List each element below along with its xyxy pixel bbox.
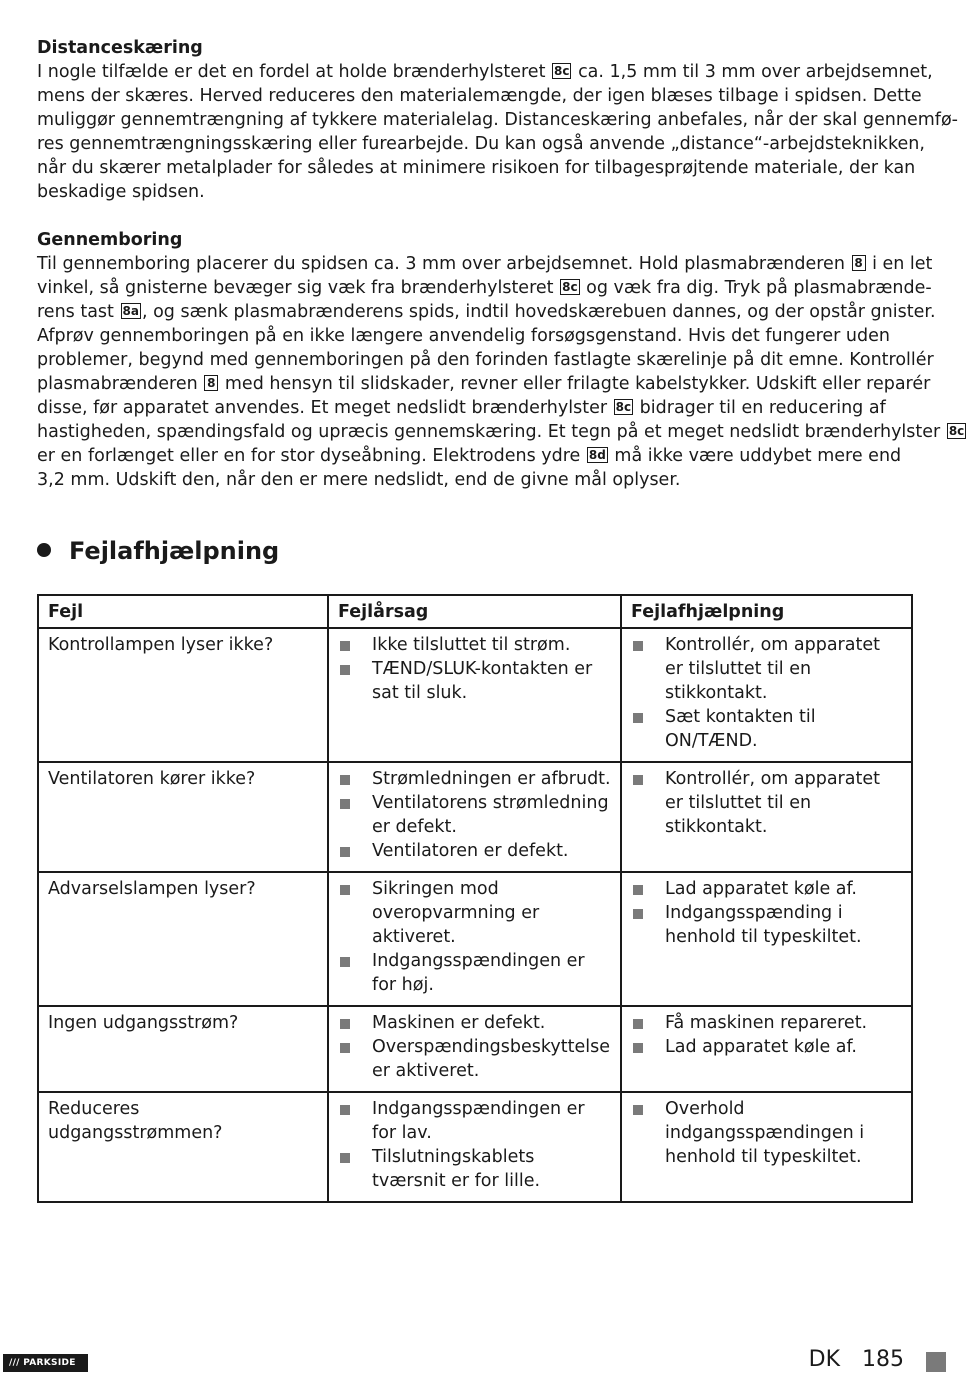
text: rens tast [37, 302, 114, 322]
list-item: Ventilatorens strømledning er defekt. [338, 791, 611, 839]
fault-cell: Advarselslampen lyser? [38, 872, 328, 1006]
list-item: Lad apparatet køle af. [631, 877, 902, 901]
text: mens der skæres. Herved reduceres den materialemængde, der igen blæses tilbage i spidsen. Dette [37, 86, 922, 106]
text: Afprøv gennemboringen på en ikke længere anvendelig forsøgsgenstand. Hvis det fungerer uden [37, 326, 890, 346]
list-item: Overspændingsbeskyttelse er aktiveret. [338, 1035, 611, 1083]
language-code: DK [808, 1347, 840, 1372]
table-row [38, 762, 912, 872]
table-row [38, 1092, 912, 1202]
text: når du skærer metalplader for således at minimere risikoen for tilbagesprøjtende materiale, der kan [37, 158, 916, 178]
fault-cell: Ingen udgangsstrøm? [38, 1006, 328, 1092]
text: bidrager til en reducering af [639, 398, 886, 418]
part-ref-8a: 8a [122, 304, 139, 318]
cause-cell [328, 1006, 621, 1092]
table-row [38, 628, 912, 762]
table-header-row [38, 595, 912, 628]
part-ref-8c: 8c [948, 424, 965, 438]
part-ref-8c: 8c [554, 64, 570, 78]
list-item: Indgangsspændingen er for høj. [338, 949, 611, 997]
text: I nogle tilfælde er det en fordel at holde brænderhylsteret [37, 62, 546, 82]
list-item: Indgangsspænding i henhold til typeskiltet. [631, 901, 902, 949]
list-item: Overhold indgangsspændingen i henhold til typeskiltet. [631, 1097, 902, 1169]
part-ref-8c: 8c [562, 280, 578, 294]
part-ref-8d: 8d [588, 448, 606, 462]
troubleshooting-heading [37, 536, 279, 566]
text: disse, før apparatet anvendes. Et meget nedslidt brænderhylster [37, 398, 608, 418]
paragraph-distance [37, 60, 958, 204]
heading-text: Fejlafhjælpning [69, 537, 280, 565]
fault-cell: Reduceres udgangsstrømmen? [38, 1092, 328, 1202]
part-ref-8c: 8c [615, 400, 632, 414]
list-item: Ventilatoren er defekt. [338, 839, 611, 863]
list-item: Kontrollér, om apparatet er tilsluttet til en stikkontakt. [631, 767, 902, 839]
text: ca. 1,5 mm til 3 mm over arbejdsemnet, [578, 62, 933, 82]
list-item: Indgangsspændingen er for lav. [338, 1097, 611, 1145]
text: med hensyn til slidskader, revner eller frilagte kabelstykker. Udskift eller reparér [224, 374, 931, 394]
column-header-fault: Fejl [38, 595, 328, 628]
text: res gennemtrængningsskæring eller furearbejde. Du kan også anvende „distance“-arbejdsteknikken, [37, 134, 925, 154]
column-header-cause: Fejlårsag [328, 595, 621, 628]
remedy-cell [621, 762, 912, 872]
fault-cell: Ventilatoren kører ikke? [38, 762, 328, 872]
list-item: Sikringen mod overopvarmning er aktiveret. [338, 877, 611, 949]
list-item: Få maskinen repareret. [631, 1011, 902, 1035]
cause-cell [328, 628, 621, 762]
part-ref-8: 8 [204, 375, 218, 391]
text: Til gennemboring placerer du spidsen ca. 3 mm over arbejdsemnet. Hold plasmabrænderen [37, 254, 845, 274]
list-item: Kontrollér, om apparatet er tilsluttet til en stikkontakt. [631, 633, 902, 705]
column-header-remedy: Fejlafhjælpning [621, 595, 912, 628]
list-item: Tilslutningskablets tværsnit er for lille. [338, 1145, 611, 1193]
section-title-distance: Distanceskæring [37, 38, 203, 58]
text: i en let [872, 254, 933, 274]
remedy-cell [621, 1006, 912, 1092]
cause-cell [328, 872, 621, 1006]
text: er en forlænget eller en for stor dyseåbning. Elektrodens ydre [37, 446, 581, 466]
list-item: Strømledningen er afbrudt. [338, 767, 611, 791]
list-item: Sæt kontakten til ON/TÆND. [631, 705, 902, 753]
remedy-cell [621, 628, 912, 762]
list-item: Ikke tilsluttet til strøm. [338, 633, 611, 657]
text: vinkel, så gnisterne bevæger sig væk fra brænderhylsteret [37, 278, 554, 298]
section-title-piercing: Gennemboring [37, 230, 183, 250]
paragraph-piercing [37, 252, 965, 492]
text: og væk fra dig. Tryk på plasmabrænde- [586, 278, 932, 298]
list-item: TÆND/SLUK-kontakten er sat til sluk. [338, 657, 611, 705]
remedy-cell [621, 1092, 912, 1202]
text: hastigheden, spændingsfald og upræcis gennemskæring. Et tegn på et meget nedslidt brænderhylster [37, 422, 941, 442]
brand-logo: /// PARKSIDE [3, 1354, 88, 1372]
table-row [38, 872, 912, 1006]
text: 3,2 mm. Udskift den, når den er mere nedslidt, end de givne mål oplyser. [37, 470, 681, 490]
text: muliggør gennemtrængning af tykkere materialelag. Distanceskæring anbefales, når der skal gennemfø- [37, 110, 958, 130]
text: beskadige spidsen. [37, 182, 205, 202]
page-content [37, 36, 965, 492]
part-ref-8: 8 [852, 255, 866, 271]
text: plasmabrænderen [37, 374, 198, 394]
text: , og sænk plasmabrænderens spids, indtil hovedskærebuen dannes, og der opstår gnister. [141, 302, 936, 322]
text: problemer, begynd med gennemboringen på den forinden fastlagte skærelinje på dit emne. Kontrollér [37, 350, 934, 370]
text: må ikke være uddybet mere end [614, 446, 902, 466]
table-row [38, 1006, 912, 1092]
page-number: 185 [862, 1347, 904, 1372]
list-item: Lad apparatet køle af. [631, 1035, 902, 1059]
page-marker [926, 1352, 946, 1372]
fault-cell: Kontrollampen lyser ikke? [38, 628, 328, 762]
bullet-icon [37, 543, 51, 557]
cause-cell [328, 1092, 621, 1202]
troubleshooting-table [37, 594, 913, 1203]
cause-cell [328, 762, 621, 872]
remedy-cell [621, 872, 912, 1006]
page-footer [787, 1347, 904, 1372]
list-item: Maskinen er defekt. [338, 1011, 611, 1035]
